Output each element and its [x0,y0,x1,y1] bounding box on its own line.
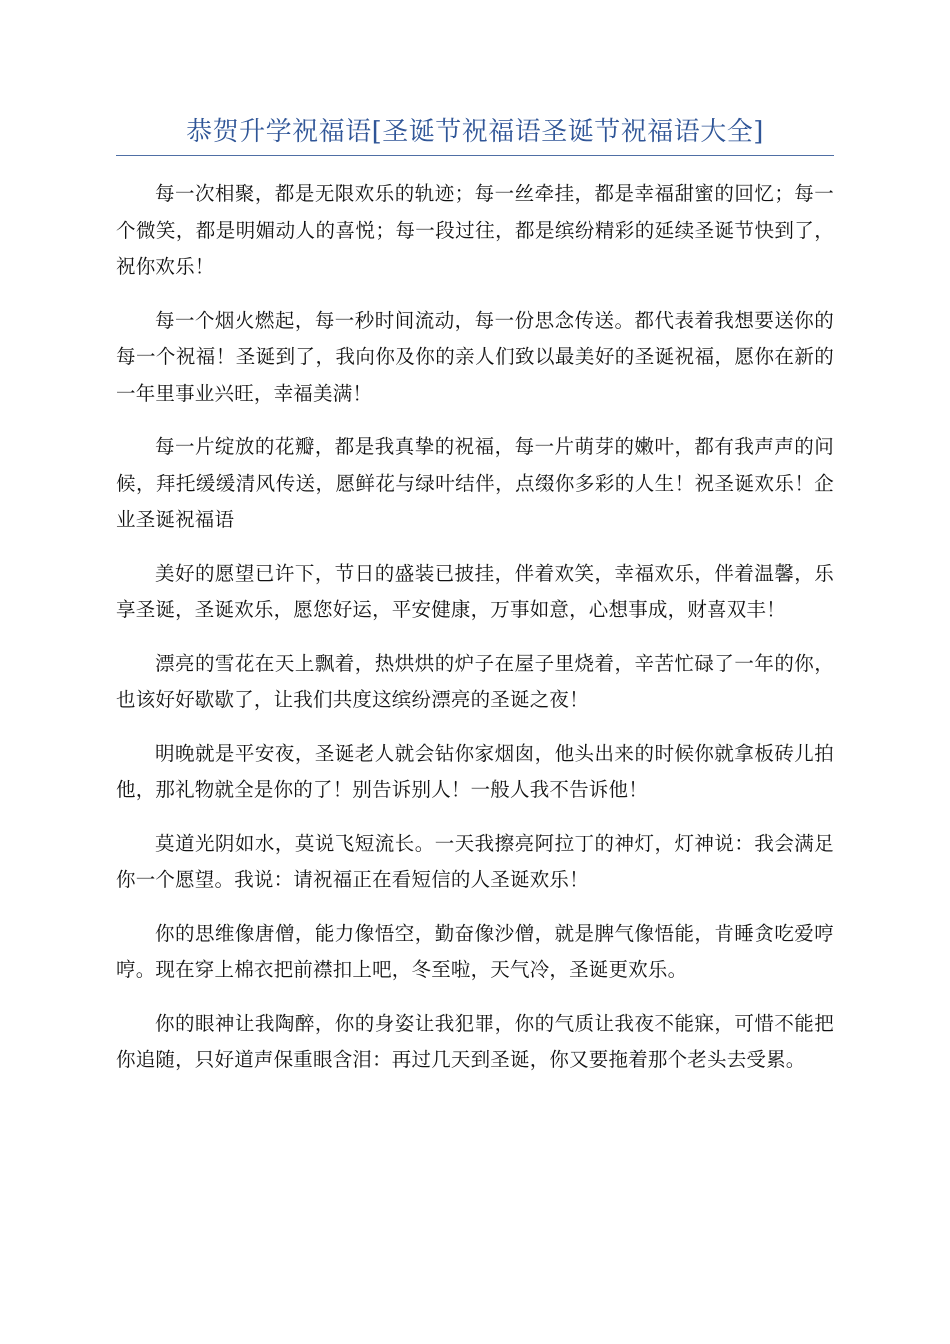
paragraph: 明晚就是平安夜，圣诞老人就会钻你家烟囱，他头出来的时候你就拿板砖儿拍他，那礼物就全是你的了！别告诉别人！一般人我不告诉他！ [116,741,834,801]
paragraph: 莫道光阴如水，莫说飞短流长。一天我擦亮阿拉丁的神灯，灯神说：我会满足你一个愿望。我说：请祝福正在看短信的人圣诞欢乐！ [116,831,834,891]
paragraph: 每一片绽放的花瓣，都是我真挚的祝福，每一片萌芽的嫩叶，都有我声声的问候，拜托缓缓清风传送，愿鲜花与绿叶结伴，点缀你多彩的人生！祝圣诞欢乐！企业圣诞祝福语 [116,435,834,531]
paragraph: 每一个烟火燃起，每一秒时间流动，每一份思念传送。都代表着我想要送你的每一个祝福！圣诞到了，我向你及你的亲人们致以最美好的圣诞祝福，愿你在新的一年里事业兴旺，幸福美满！ [116,308,834,405]
paragraph: 你的眼神让我陶醉，你的身姿让我犯罪，你的气质让我夜不能寐，可惜不能把你追随，只好道声保重眼含泪：再过几天到圣诞，你又要拖着那个老头去受累。 [116,1011,834,1071]
paragraph: 每一次相聚，都是无限欢乐的轨迹；每一丝牵挂，都是幸福甜蜜的回忆；每一个微笑，都是明媚动人的喜悦；每一段过往，都是缤纷精彩的延续圣诞节快到了，祝你欢乐！ [116,182,834,278]
document-body [116,176,834,1096]
paragraph: 美好的愿望已许下，节日的盛装已披挂，伴着欢笑，幸福欢乐，伴着温馨，乐享圣诞，圣诞欢乐，愿您好运，平安健康，万事如意，心想事成，财喜双丰！ [116,561,834,621]
document-title: 恭贺升学祝福语[圣诞节祝福语圣诞节祝福语大全] [186,117,764,147]
paragraph: 你的思维像唐僧，能力像悟空，勤奋像沙僧，就是脾气像悟能，肯睡贪吃爱哼哼。现在穿上棉衣把前襟扣上吧，冬至啦，天气冷，圣诞更欢乐。 [116,921,834,981]
title-block [116,112,834,156]
paragraph: 漂亮的雪花在天上飘着，热烘烘的炉子在屋子里烧着，辛苦忙碌了一年的你，也该好好歇歇了，让我们共度这缤纷漂亮的圣诞之夜！ [116,651,834,711]
